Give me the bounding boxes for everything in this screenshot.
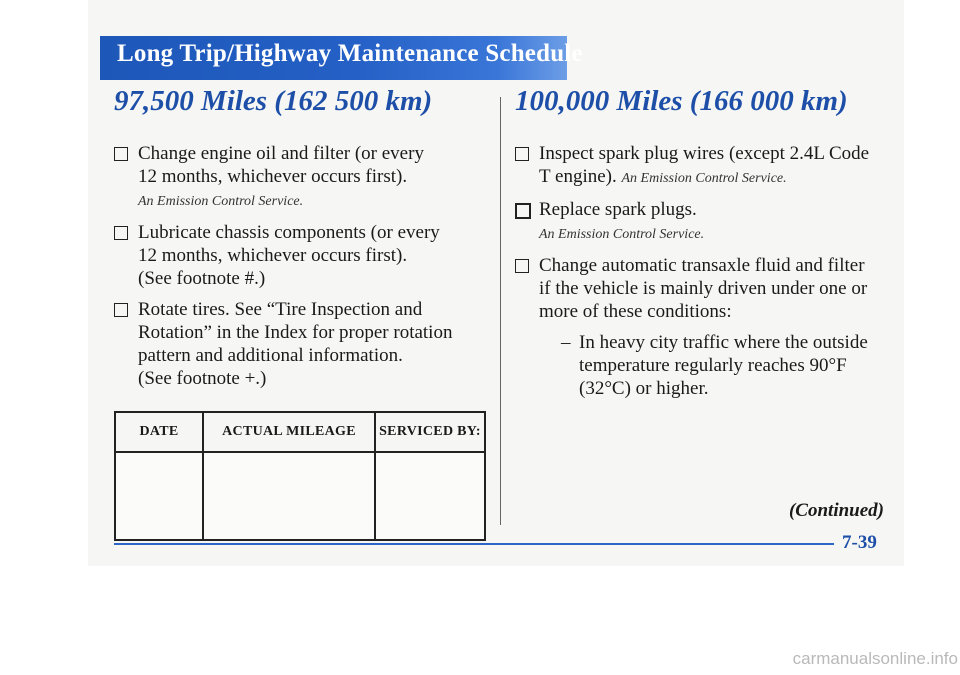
date-cell[interactable] bbox=[115, 452, 203, 540]
left-column bbox=[114, 142, 494, 398]
item-text: more of these conditions: bbox=[539, 301, 732, 322]
right-column-heading: 100,000 Miles (166 000 km) bbox=[515, 85, 848, 117]
section-title: Long Trip/Highway Maintenance Schedule bbox=[117, 40, 583, 67]
dash-bullet: – bbox=[561, 332, 571, 353]
checklist-item bbox=[515, 198, 895, 246]
item-text: 12 months, whichever occurs first). bbox=[138, 245, 408, 266]
item-text: Lubricate chassis components (or every bbox=[138, 222, 440, 243]
checklist-item bbox=[114, 221, 494, 290]
item-text: Replace spark plugs. bbox=[539, 199, 697, 220]
item-text: Inspect spark plug wires (except 2.4L Code bbox=[539, 143, 870, 164]
condition-sub-item bbox=[539, 331, 895, 400]
emission-note: An Emission Control Service. bbox=[138, 194, 304, 209]
section-banner bbox=[100, 36, 583, 80]
item-text: (32°C) or higher. bbox=[579, 378, 709, 399]
item-text: 12 months, whichever occurs first). bbox=[138, 166, 408, 187]
item-text: Rotate tires. See “Tire Inspection and bbox=[138, 299, 423, 320]
checkbox[interactable] bbox=[515, 147, 529, 161]
right-column bbox=[515, 142, 895, 408]
item-text: Change automatic transaxle fluid and filter bbox=[539, 255, 865, 276]
emission-note: An Emission Control Service. bbox=[621, 171, 787, 186]
item-text: Change engine oil and filter (or every bbox=[138, 143, 424, 164]
actual-mileage-cell[interactable] bbox=[203, 452, 375, 540]
page-number: 7-39 bbox=[842, 532, 877, 553]
checklist-item bbox=[515, 254, 895, 400]
checkbox[interactable] bbox=[515, 203, 531, 219]
item-text: (See footnote +.) bbox=[138, 368, 267, 389]
checkbox[interactable] bbox=[515, 259, 529, 273]
left-column-heading: 97,500 Miles (162 500 km) bbox=[114, 85, 433, 117]
item-text: temperature regularly reaches 90°F bbox=[579, 355, 847, 376]
item-text: if the vehicle is mainly driven under one or bbox=[539, 278, 868, 299]
checklist-item bbox=[114, 298, 494, 390]
checklist-item bbox=[515, 142, 895, 190]
checkbox[interactable] bbox=[114, 226, 128, 240]
actual-mileage-header: ACTUAL MILEAGE bbox=[203, 412, 375, 452]
serviced-by-cell[interactable] bbox=[375, 452, 485, 540]
footer-rule bbox=[114, 543, 834, 545]
date-header: DATE bbox=[115, 412, 203, 452]
item-text: (See footnote #.) bbox=[138, 268, 266, 289]
checkbox[interactable] bbox=[114, 147, 128, 161]
item-text: In heavy city traffic where the outside bbox=[579, 332, 868, 353]
checklist-item bbox=[114, 142, 494, 213]
item-text: T engine). bbox=[539, 166, 617, 187]
item-text: pattern and additional information. bbox=[138, 345, 403, 366]
item-text: Rotation” in the Index for proper rotation bbox=[138, 322, 453, 343]
emission-note: An Emission Control Service. bbox=[539, 227, 705, 242]
continued-label: (Continued) bbox=[788, 500, 884, 521]
serviced-by-header: SERVICED BY: bbox=[375, 412, 485, 452]
checkbox[interactable] bbox=[114, 303, 128, 317]
service-record-table bbox=[114, 411, 486, 541]
column-divider bbox=[500, 97, 501, 525]
watermark: carmanualsonline.info bbox=[792, 649, 958, 668]
